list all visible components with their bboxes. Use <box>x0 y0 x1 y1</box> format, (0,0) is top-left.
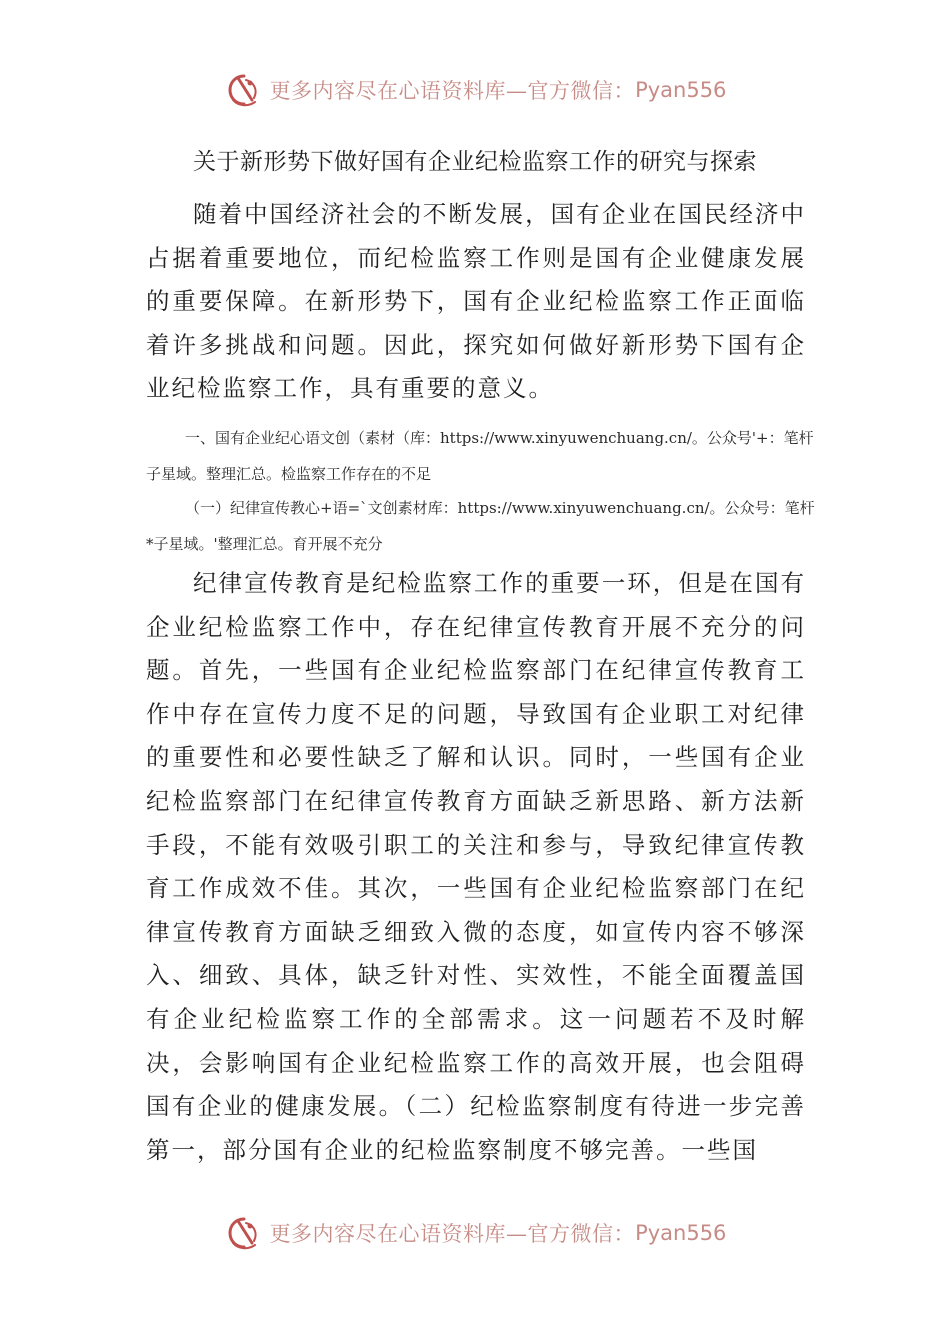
watermark-banner-bottom <box>0 1213 950 1253</box>
intro-paragraph: 随着中国经济社会的不断发展，国有企业在国民经济中占据着重要地位，而纪检监察工作则是国有企业健康发展的重要保障。在新形势下，国有企业纪检监察工作正面临着许多挑战和问题。因此，探究如何做好新形势下国有企业纪检监察工作，具有重要的意义。 <box>146 200 806 403</box>
section-heading-2: （一）纪律宣传教心+语=`文创素材库：https://www.xinyuwenchuang.cn/。公众号：笔杆*子星域。'整理汇总。育开展不充分 <box>146 499 815 553</box>
section-heading-1: 一、国有企业纪心语文创（素材（库：https://www.xinyuwenchuang.cn/。公众号'+：笔杆子星域。整理汇总。检监察工作存在的不足 <box>146 429 814 483</box>
brand-logo-icon <box>224 70 264 110</box>
brand-logo-icon <box>224 1213 264 1253</box>
watermark-handle: Pyan556 <box>635 78 727 102</box>
watermark-banner-top <box>0 70 950 110</box>
watermark-text: 更多内容尽在心语资料库—官方微信： <box>269 1222 636 1246</box>
page-title: 关于新形势下做好国有企业纪检监察工作的研究与探索 <box>193 149 757 175</box>
watermark-text: 更多内容尽在心语资料库—官方微信： <box>269 79 636 103</box>
body-paragraph: 纪律宣传教育是纪检监察工作的重要一环，但是在国有企业纪检监察工作中，存在纪律宣传教育开展不充分的问题。首先，一些国有企业纪检监察部门在纪律宣传教育工作中存在宣传力度不足的问题，导致国有企业职工对纪律的重要性和必要性缺乏了解和认识。同时，一些国有企业纪检监察部门在纪律宣传教育方面缺乏新思路、新方法新手段，不能有效吸引职工的关注和参与，导致纪律宣传教育工作成效不佳。其次，一些国有企业纪检监察部门在纪律宣传教育方面缺乏细致入微的态度，如宣传内容不够深入、细致、具体，缺乏针对性、实效性，不能全面覆盖国有企业纪检监察工作的全部需求。这一问题若不及时解决，会影响国有企业纪检监察工作的高效开展，也会阻碍国有企业的健康发展。（二）纪检监察制度有待进一步完善第一，部分国有企业的纪检监察制度不够完善。一些国 <box>146 569 806 1164</box>
watermark-handle: Pyan556 <box>635 1221 727 1245</box>
